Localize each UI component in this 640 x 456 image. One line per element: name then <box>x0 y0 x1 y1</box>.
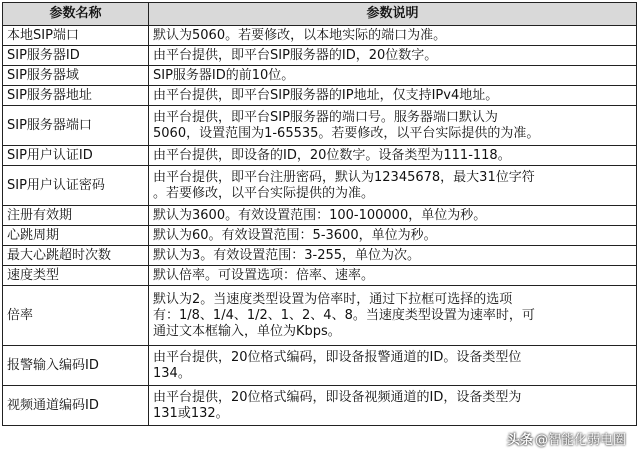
param-desc-cell <box>149 66 637 86</box>
watermark-text: @智能化弱电圈 <box>534 433 626 448</box>
param-desc-line: 通过文本框输入，单位为Kbps。 <box>153 323 341 339</box>
table-row <box>3 46 637 66</box>
param-desc-line: 默认为3600。有效设置范围：100-100000，单位为秒。 <box>153 207 487 223</box>
param-name-cell: 倍率 <box>3 286 149 346</box>
param-desc-line: 由平台提供，即平台注册密码，默认为12345678，最大31位字符 <box>153 169 535 185</box>
param-name-cell: 速度类型 <box>3 266 149 286</box>
param-name-cell: SIP服务器地址 <box>3 86 149 106</box>
param-desc-line: 由平台提供，20位格式编码，即设备报警通道的ID。设备类型位 <box>153 349 522 365</box>
param-desc-line: 由平台提供，即平台SIP服务器的端口号。服务器端口默认为 <box>153 109 498 125</box>
param-desc-cell <box>149 206 637 226</box>
param-desc-line: 5060，设置范围为1-65535。若要修改，以平台实际提供的为准。 <box>153 125 540 141</box>
param-desc-cell <box>149 346 637 386</box>
param-desc-line: SIP服务器ID的前10位。 <box>153 67 295 83</box>
param-desc-cell <box>149 226 637 246</box>
table-row <box>3 286 637 346</box>
param-name-cell: 心跳周期 <box>3 226 149 246</box>
table-row <box>3 86 637 106</box>
header-param-desc: 参数说明 <box>149 3 637 26</box>
param-name-cell: SIP用户认证ID <box>3 146 149 166</box>
table-row <box>3 246 637 266</box>
param-desc-line: 由平台提供，即平台SIP服务器的ID，20位数字。 <box>153 47 438 63</box>
table-row <box>3 206 637 226</box>
param-name-cell: 视频通道编码ID <box>3 386 149 426</box>
param-name-cell: 注册有效期 <box>3 206 149 226</box>
table-row <box>3 346 637 386</box>
param-name-cell: SIP服务器端口 <box>3 106 149 146</box>
param-name-cell: 报警输入编码ID <box>3 346 149 386</box>
param-desc-cell <box>149 86 637 106</box>
param-desc-cell <box>149 266 637 286</box>
table-row <box>3 226 637 246</box>
param-desc-line: 。若要修改，以平台实际提供的为准。 <box>153 185 375 201</box>
param-name-cell: SIP服务器域 <box>3 66 149 86</box>
param-desc-line: 默认倍率。可设置选项：倍率、速率。 <box>153 267 375 283</box>
param-name-cell: 本地SIP端口 <box>3 26 149 46</box>
param-desc-line: 默认为3。有效设置范围：3-255，单位为次。 <box>153 247 421 263</box>
param-desc-cell <box>149 106 637 146</box>
param-desc-line: 由平台提供，即设备的ID，20位数字。设备类型为111-118。 <box>153 147 511 163</box>
watermark-logo: 头条 <box>506 433 533 448</box>
param-desc-line: 由平台提供，20位格式编码，即设备视频通道的ID，设备类型为 <box>153 389 522 405</box>
param-desc-cell <box>149 286 637 346</box>
param-desc-cell <box>149 26 637 46</box>
param-desc-cell <box>149 46 637 66</box>
table-row <box>3 66 637 86</box>
table-row <box>3 386 637 426</box>
table-header-row <box>3 3 637 26</box>
parameter-table <box>2 2 637 426</box>
watermark <box>507 429 626 448</box>
param-desc-line: 由平台提供，即平台SIP服务器的IP地址，仅支持IPv4地址。 <box>153 87 499 103</box>
param-desc-cell <box>149 146 637 166</box>
param-desc-line: 134。 <box>153 365 191 381</box>
table-row <box>3 146 637 166</box>
param-desc-line: 有：1/8、1/4、1/2、1、2、4、8。当速度类型设置为速率时，可 <box>153 307 535 323</box>
param-desc-cell <box>149 246 637 266</box>
param-name-cell: SIP服务器ID <box>3 46 149 66</box>
param-name-cell: 最大心跳超时次数 <box>3 246 149 266</box>
table-row <box>3 166 637 206</box>
param-desc-cell <box>149 386 637 426</box>
param-desc-line: 默认为60。有效设置范围：5-3600，单位为秒。 <box>153 227 437 243</box>
param-name-cell: SIP用户认证密码 <box>3 166 149 206</box>
param-desc-cell <box>149 166 637 206</box>
table-row <box>3 26 637 46</box>
table-row <box>3 266 637 286</box>
header-param-name: 参数名称 <box>3 3 149 26</box>
param-desc-line: 默认为2。当速度类型设置为倍率时，通过下拉框可选择的选项 <box>153 291 513 307</box>
table-row <box>3 106 637 146</box>
param-desc-line: 131或132。 <box>153 405 229 421</box>
param-desc-line: 默认为5060。若要修改，以本地实际的端口为准。 <box>153 27 447 43</box>
